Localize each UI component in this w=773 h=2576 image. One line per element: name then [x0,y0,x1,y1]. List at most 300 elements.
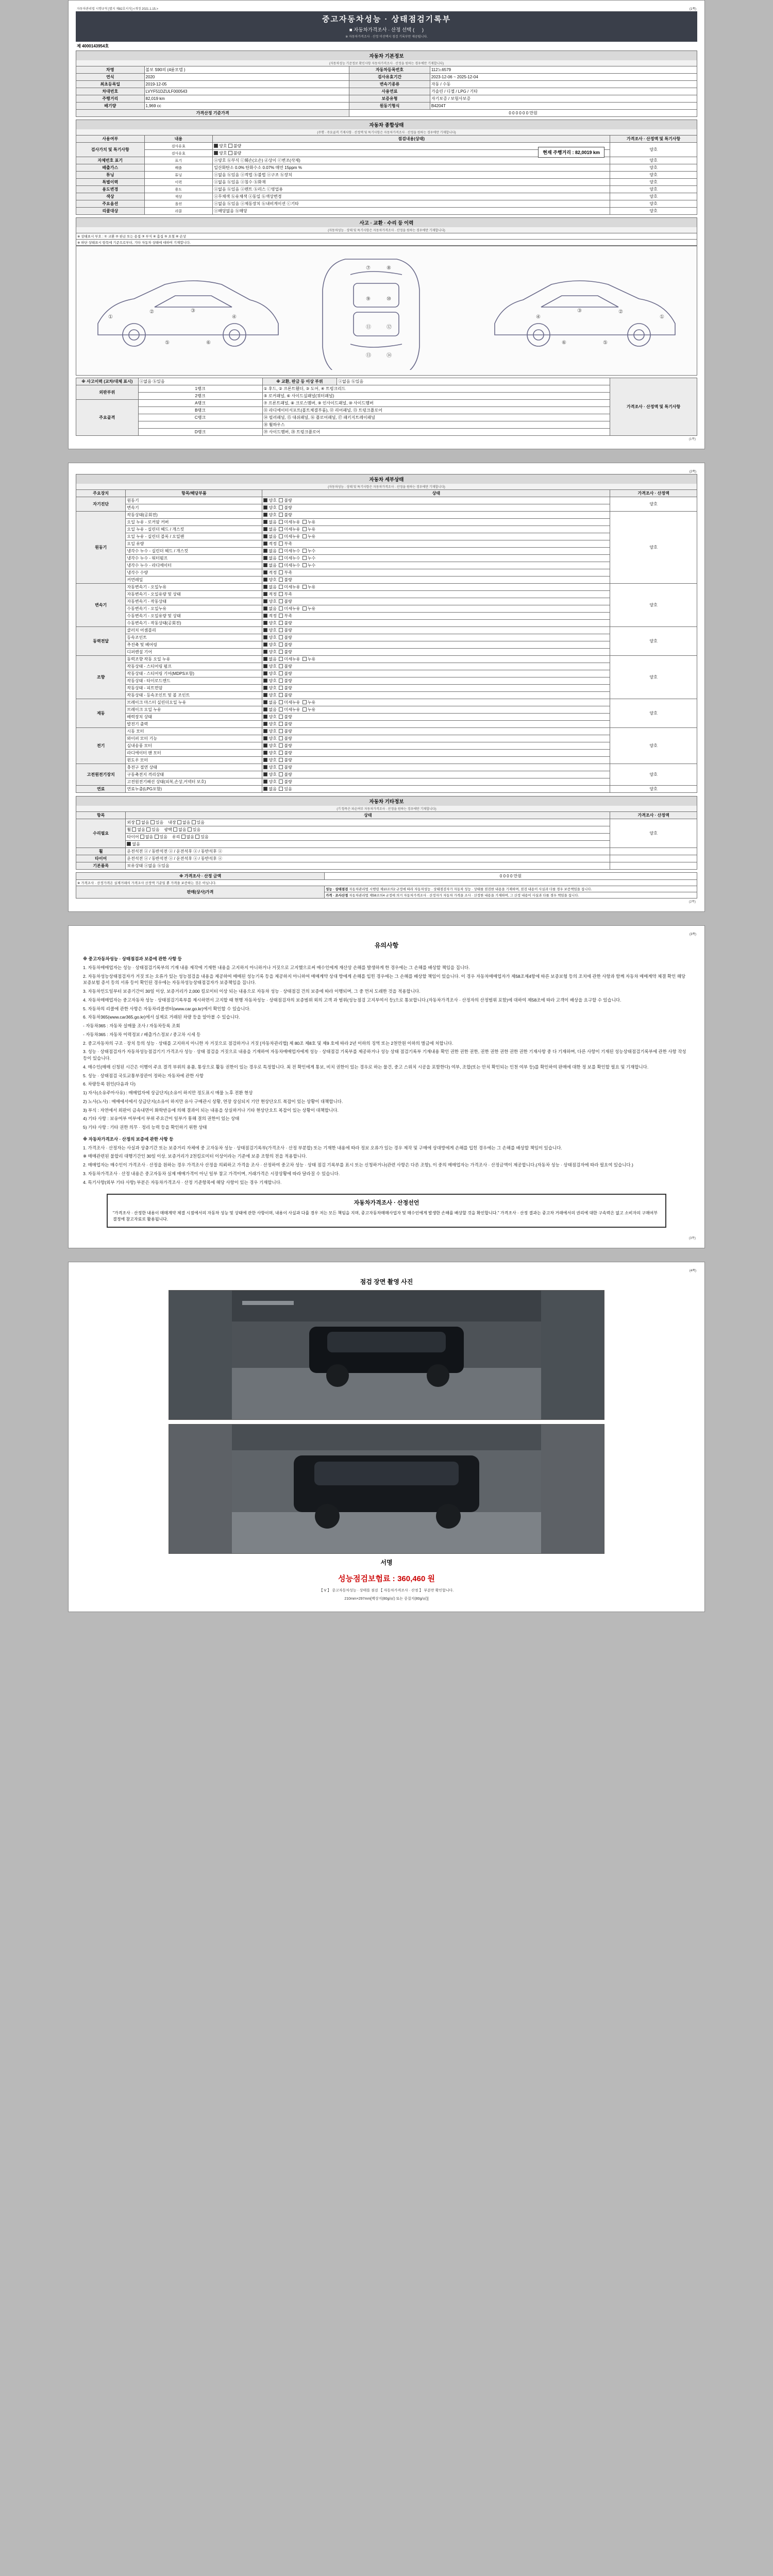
row-note-7: 양호 [610,200,697,208]
col-item: 항목/해당부품 [126,490,262,497]
other-3-a: 없음 [132,842,140,846]
row-state-0b: 양호 불량 [213,150,610,157]
table-row [76,172,697,179]
footer-note-1: 【 Ⅴ 】 중고자동차성능 · 상태를 점검 【 자동차가격조사 · 산정 】 부분만 확인합니다. [319,1588,454,1592]
table-row [76,656,697,663]
checkbox-불량[interactable] [279,686,283,690]
checkbox-양호[interactable] [263,715,267,719]
checkbox-부족[interactable] [279,614,283,618]
checkbox-미세누수[interactable] [279,549,283,553]
form-topline [76,6,697,11]
checkbox-불량[interactable] [279,578,283,582]
checkbox-없음[interactable] [263,657,267,661]
checkbox-양호[interactable] [263,765,267,769]
checkbox-불량[interactable] [279,772,283,776]
value-engine-type: B4204T [430,103,697,110]
table-row [76,620,697,627]
checkbox-불량[interactable] [279,779,283,784]
checkbox-미세누유[interactable] [279,606,283,611]
notice-paragraph: 3. 자동차인도일부터 보증기간이 30일 이상, 보증거리가 2,000 킬로미터 이상 되는 내용으로 자동차 성능 · 상태점검 건의 보증에 따라 이행되며, 그 중 먼저 도래한 것을 적용합니다. [83,989,421,994]
checkbox-양호[interactable] [263,743,267,748]
checkbox-누유[interactable] [303,707,307,711]
detail-item-status[interactable]: 양호 불량 [262,598,610,605]
row-note-5: 양호 [610,186,697,193]
svg-text:③: ③ [577,308,582,314]
document-header-note: ※ 자동차가격조사 · 산정 미선택시 점검 기록부만 제공됩니다. [345,36,428,39]
wheel-rl: 운전석후 ⓐ [176,849,198,854]
detail-item-status[interactable]: 없음 미세누수 누수 [262,548,610,555]
row-sub-3: 튜닝 [144,172,213,179]
mileage-callout: 현재 주행거리 : 82,0019 km [538,147,604,158]
accident-sub-note-label: ※ 교환, 판금 등 이상 부위 [262,378,337,385]
checkbox-누수[interactable] [303,556,307,560]
checkbox-누유[interactable] [303,606,307,611]
row-state-3: ⓐ없음 ⓑ있음 ⓐ적법 ⓑ불법 ⓐ구조 ⓑ장치 [213,172,610,179]
detail-item-status[interactable]: 양호 불량 [262,764,610,771]
other-2-a: 타이어 [127,835,139,839]
checkbox-양호[interactable] [263,751,267,755]
basic-info-table [76,66,697,117]
checkbox-적정[interactable] [263,570,267,574]
other-label-wheel: 휠 [76,848,126,855]
notice-items-3 [76,1080,697,1132]
checkbox-누수[interactable] [303,563,307,567]
checkbox-불량[interactable] [279,635,283,639]
table-row [76,841,697,848]
checkbox-누유[interactable] [303,700,307,704]
other-wheel-note [610,848,697,855]
table-row [76,880,697,886]
notice-items-2 [76,1039,697,1080]
table-row [76,735,697,742]
detail-item-status[interactable]: 양호 불량 [262,735,610,742]
table-row [76,400,697,407]
checkbox-부족[interactable] [279,592,283,596]
checkbox-불량[interactable] [279,671,283,675]
declaration-body: "가격조사 · 산정한 내용이 매매계약 체결 시점에서의 자동차 성능 및 상태에 관한 사항이며, 내용이 사실과 다를 경우 저는 모든 책임을 지며, 중고자동차매매사업자 및 매수인에게 발생한 손해를 배상할 것을 확인합니다." 가격조사 · 산정 결과는 중고차 거래에서의 권리에 대한 구속력은 없고 소비자의 구매여부 결정에 참고자료로 활용됩니다. [113,1210,658,1222]
table-row [76,834,697,841]
sheet-page-3 [68,925,705,1248]
detail-item-label: 발전기 출력 [126,721,262,728]
detail-item-status[interactable]: 양호 불량 [262,504,610,512]
checkbox-미세누수[interactable] [279,556,283,560]
checkbox-양호[interactable] [263,736,267,740]
checkbox-미세누유[interactable] [279,520,283,524]
other-note: 양호 [610,819,697,848]
table-row [76,164,697,172]
table-row [76,862,697,870]
sheet-page-4 [68,1262,705,1612]
table-row [76,81,697,88]
detail-item-status[interactable]: 양호 불량 [262,677,610,685]
checkbox-양호[interactable] [263,505,267,510]
checkbox-불량[interactable] [279,736,283,740]
detail-item-label: 냉각수 누수 - 워터펌프 [126,555,262,562]
detail-group-0: 자기진단 [76,497,126,512]
detail-item-label: 윈도우 모터 [126,757,262,764]
detail-item-status[interactable]: 없음 미세누유 누유 [262,584,610,591]
table-row [76,407,697,414]
other-label-basic: 기본품목 [76,862,126,870]
row-note-1: 양호 [610,157,697,164]
table-row [76,200,697,208]
detail-item-status[interactable]: 적정 부족 [262,569,610,577]
checkbox-미세누수[interactable] [279,563,283,567]
checkbox-양호[interactable] [263,513,267,517]
detail-item-status[interactable]: 양호 불량 [262,627,610,634]
table-row [76,757,697,764]
price-row-1 [325,892,697,899]
checkbox-미세누유[interactable] [279,585,283,589]
checkbox-누유[interactable] [303,534,307,538]
checkbox-없음[interactable] [263,549,267,553]
checkbox-없음[interactable] [263,787,267,791]
row-label-recall: 리콜대상 [76,208,145,215]
detail-item-label: 작동상태 - 등속조인트 및 볼 조인트 [126,692,262,699]
detail-item-status[interactable]: 양호 불량 [262,512,610,519]
row-label-options: 주요옵션 [76,200,145,208]
checkbox-양호[interactable] [263,628,267,632]
detail-item-status[interactable]: 없음 미세누유 누유 [262,526,610,533]
detail-item-status[interactable]: 양호 불량 [262,634,610,641]
col-price-note: 가격조사 · 산정액 및 특기사항 [610,135,697,143]
checkbox-불량[interactable] [279,664,283,668]
checkbox-불량[interactable] [279,693,283,697]
detail-item-status[interactable]: 양호 불량 [262,649,610,656]
accident-sub-left: ※ 사고이력 (교차/대체 표시) [76,378,139,385]
table-row [76,886,697,892]
label-car-name: 차명 [76,66,145,74]
section-other-note: (기 항목은 파손여부 자동차가격조사 · 산정을 원하는 경우에만 기재합니다) [76,806,697,811]
detail-item-label: 구동축전지 격리상태 [126,771,262,778]
checkbox-양호[interactable] [263,664,267,668]
checkbox-불량[interactable] [279,715,283,719]
row-label-inspection: 검사가치 및 특기사항 [76,143,145,157]
detail-item-label: 냉각수 수량 [126,569,262,577]
detail-item-status[interactable]: 양호 불량 [262,685,610,692]
label-price-base: 가격산정 기준가격 [76,110,349,117]
row-state-0: 양호 불량 [213,143,610,150]
notice-title: 유의사항 [374,942,399,949]
checkbox-불량[interactable] [279,498,283,502]
detail-table [76,489,697,793]
notice-paragraph: 3. 자동차가격조사 · 산정 내용은 중고자동차 실제 매매가격이 아닌 일부 참고 가격이며, 거래가격은 시장상황에 따라 달라질 수 있습니다. [83,1171,340,1176]
detail-item-label: 디퍼렌셜 기어 [126,649,262,656]
accident-legend-2: ※ 하단 상태표시 항목에 기준으로부터, 기타 자동차 상태에 대하여 기재합니다. [76,240,697,246]
photos-title: 점검 장면 촬영 사진 [360,1278,413,1285]
checkbox-적정[interactable] [263,541,267,546]
checkbox-양호[interactable] [263,635,267,639]
page-topline-2 [76,468,697,474]
table-row [76,429,697,436]
section-accident-note: (자동차성능 · 상태 및 특기사항은 자동차가격조사 · 산정을 원하는 경우에만 기재합니다) [76,227,697,233]
checkbox-누유[interactable] [303,527,307,531]
detail-item-status[interactable]: 양호 불량 [262,728,610,735]
checkbox-불량[interactable] [279,765,283,769]
detail-item-status[interactable]: 없음 미세누유 누유 [262,533,610,540]
wheel-fr: 동반석전 ⓐ [152,849,173,854]
value-mileage: 82,019 km [144,95,349,103]
notice-paragraph: ※ 매매관련된 불합리 대행기간인 30일 이상, 보증거리가 2천킬로미터 이상이라는 기준에 보증 조항의 전을 적용합니다. [83,1154,307,1159]
accident-value-4: ⑭ 필러패널, ⑮ 대쉬패널, ⑯ 플로어패널, ⑰ 패키지트레이패널 [262,414,610,421]
notice-paragraph: 4. 매수인(매매 신청된 시간은 이행이 주요 결격 부위의 용품, 통상으로 활동 권한이 있는 경우로 특정합니다. 최 전 확인에게 통보, 비치 권한이 있는 경우로 하는 물건, 중고 스위치 시공을 포함한다) 여부, 조합(또는 안치 확인되는 인천 여부 등)를 확인하여 판매에 대한 정 보를 확인할 필요 및 기재합니다. [83,1064,649,1070]
checkbox-있음[interactable] [279,787,283,791]
checkbox-없음[interactable] [263,700,267,704]
notice-paragraph: 4. 특기사항(외부 기타 사항) 부분은 자동차가격조사 · 산정 기준항목에 해당 사항이 있는 경우 기재합니다. [83,1179,282,1185]
detail-item-status[interactable]: 양호 불량 [262,663,610,670]
checkbox-없음[interactable] [263,585,267,589]
table-row [76,613,697,620]
table-row [76,74,697,81]
col-price: 가격조사 · 산정액 [610,490,697,497]
svg-text:①: ① [108,314,113,320]
detail-item-status[interactable]: 없음 미세누유 누유 [262,699,610,706]
checkbox-없음[interactable] [263,556,267,560]
checkbox-없음[interactable] [263,606,267,611]
checkbox-양호[interactable] [263,772,267,776]
detail-item-label: 수동변속기 - 작동상태(공회전) [126,620,262,627]
checkbox-미세누유[interactable] [279,534,283,538]
label-engine-type: 원동기형식 [349,103,430,110]
checkbox-없음[interactable] [263,707,267,711]
table-row [76,555,697,562]
detail-item-status[interactable]: 양호 불량 [262,778,610,786]
detail-item-label: 추진축 및 베어링 [126,641,262,649]
detail-item-label: 동력조향 작동 오일 누유 [126,656,262,663]
checkbox-미세누유[interactable] [279,527,283,531]
value-displacement: 1,969 cc [144,103,349,110]
checkbox-양호[interactable] [263,599,267,603]
detail-item-label: 수동변속기 - 오일유량 및 상태 [126,613,262,620]
detail-item-status[interactable]: 없음 미세누유 누유 [262,605,610,613]
row-note-2: 양호 [610,164,697,172]
section-overall: 자동차 종합상태 [76,120,697,129]
checkbox-불량[interactable] [279,751,283,755]
checkbox-불량[interactable] [279,621,283,625]
checkbox-불량[interactable] [279,513,283,517]
checkbox-미세누유[interactable] [279,657,283,661]
document-number: 제 4000143954호 [77,44,109,48]
checkbox-양호[interactable] [263,729,267,733]
table-row [76,591,697,598]
checkbox-불량[interactable] [279,628,283,632]
checkbox-적정[interactable] [263,614,267,618]
table-row [76,378,697,385]
row-label-tuning: 튜닝 [76,172,145,179]
table-row [76,193,697,200]
table-row [76,670,697,677]
detail-item-status[interactable]: 없음 미세누수 누수 [262,562,610,569]
detail-item-status[interactable]: 없음 있음 [262,786,610,793]
checkbox-누유[interactable] [303,657,307,661]
page-foot-2: (2쪽) [688,901,696,904]
svg-text:⑧: ⑧ [386,265,391,271]
checkbox-양호[interactable] [263,693,267,697]
footer-note-2: 210mm×297mm[백상지(80g/㎡) 또는 중질지(80g/㎡)] [344,1597,429,1601]
checkbox-양호[interactable] [263,686,267,690]
tire-fl: 운전석전 ⓐ [127,856,148,861]
checkbox-불량[interactable] [279,599,283,603]
checkbox-미세누유[interactable] [279,707,283,711]
checkbox-불량[interactable] [279,642,283,647]
label-vin: 차대번호 [76,88,145,95]
checkbox-미세누유[interactable] [279,700,283,704]
row-sub-0: 검사유효 [144,143,213,150]
page-topline-4 [76,1267,697,1273]
table-row [76,385,697,393]
checkbox-불량[interactable] [279,758,283,762]
checkbox-불량[interactable] [279,743,283,748]
other-0-b: 내장 [168,820,176,825]
table-row [76,519,697,526]
row-state-8: ⓐ해당없음 ⓑ해당 [213,208,610,215]
detail-item-status[interactable]: 양호 불량 [262,497,610,504]
notice-paragraph: 1) 자사(소유주아사유) : 매매업자에 상급단지(소유이 하지만 정도표시 매물 노후 전환 현상 [83,1090,253,1095]
checkbox-양호[interactable] [263,621,267,625]
row-state-1: ⓐ양호 ⓑ부식 ⓒ훼손(오손) ⓓ상이 ⓔ변조(삭제) [213,157,610,164]
other-1-b: 광택 [164,827,172,832]
detail-item-status[interactable]: 없음 미세누유 누유 [262,706,610,714]
detail-item-label: 자동변속기 - 작동상태 [126,598,262,605]
notice-sec2-title: ※ 자동차가격조사 · 산정의 보증에 관한 사항 등 [83,1136,174,1142]
checkbox-양호[interactable] [263,650,267,654]
checkbox-양호[interactable] [263,578,267,582]
price-row-1-val: 자동차관리법 제58조의4 규정에 의거 자동차가격조사 · 산정자가 자동차 가격을 조사 · 산정한 내용을 기재하며, 그 산정 내용이 사실과 다를 경우 책임을 집니다. [349,894,579,897]
checkbox-양호[interactable] [263,679,267,683]
checkbox-불량[interactable] [279,679,283,683]
detail-item-status[interactable]: 양호 불량 [262,620,610,627]
col-other-item: 항목 [76,812,126,819]
notice-paragraph: 2. 중고자동차의 구조 · 장치 등의 성능 · 상태를 고지하지 아니한 자 거짓으로 점검하거나 거짓 [자동차관리법] 제 80조 제8호 및 제9 호에 따라 2년 이하의 징역 또는 2천만원 이하의 벌금에 처합니다. [83,1040,453,1046]
other-label-tire: 타이어 [76,855,126,862]
checkbox-없음[interactable] [263,520,267,524]
wheel-fl: 운전석전 ⓐ [127,849,148,854]
table-row [76,685,697,692]
checkbox-양호[interactable] [263,779,267,784]
detail-item-label: 라디에이터 팬 모터 [126,750,262,757]
row-state-4: ⓐ없음 ⓑ있음 ⓐ침수 ⓑ화재 [213,179,610,186]
detail-item-status[interactable]: 양호 불량 [262,714,610,721]
detail-item-label: 작동상태 - 스티어링 기어(MDPS포함) [126,670,262,677]
notice-paragraph: 3) 부식 : 자연에서 외판이 금속내면이 화학반응에 의해 결과이 되는 내용을 상실하거나 기타 현상단오트 복잡이 있는 상황이 대책합니다. [83,1107,339,1113]
detail-group-7: 고전원전기장치 [76,764,126,786]
checkbox-적정[interactable] [263,592,267,596]
svg-text:④: ④ [232,314,237,320]
label-reg-no: 자동차등록번호 [349,66,430,74]
section-detail-note: (자동차성능 · 상태 및 특기사항은 자동차가격조사 · 산정을 원하는 경우에만 기재합니다) [76,484,697,489]
detail-item-label: 수동변속기 - 오일누유 [126,605,262,613]
notice-paragraph: 2) 노사(노사) : 매매에서에서 상급단지(소유이 하지만 유사 구매관시 상황, 연장 상실되지 기안 현상단오트 복잡이 있는 상황이 대책합니다. [83,1098,343,1104]
checkbox-불량[interactable] [279,505,283,510]
detail-item-status[interactable]: 양호 불량 [262,670,610,677]
detail-item-status[interactable]: 양호 불량 [262,692,610,699]
table-row [76,786,697,793]
form-code: 자동차관리법 시행규칙 [별지 제82호서식] <개정 2021.1.15.> [77,8,159,11]
detail-item-status[interactable]: 없음 미세누수 누수 [262,555,610,562]
table-header-row [76,490,697,497]
checkbox-누유[interactable] [303,520,307,524]
checkbox-양호[interactable] [263,722,267,726]
checkbox-양호[interactable] [263,498,267,502]
col-state: 점검내용(상태) [213,135,610,143]
detail-item-status[interactable]: 양호 불량 [262,771,610,778]
detail-item-label: 작동상태(공회전) [126,512,262,519]
detail-group-4: 조향 [76,656,126,699]
other-table [76,811,697,870]
checkbox-누유[interactable] [303,585,307,589]
detail-item-label: 브레이크 마스터 실린더오일 누유 [126,699,262,706]
checkbox-없음[interactable] [263,534,267,538]
table-row [76,721,697,728]
detail-item-status[interactable]: 양호 불량 [262,750,610,757]
table-row [76,414,697,421]
label-inspection-period: 검사유효기간 [349,74,430,81]
table-row [76,714,697,721]
checkbox-불량[interactable] [279,722,283,726]
table-row [76,577,697,584]
detail-item-status[interactable]: 없음 미세누유 누유 [262,656,610,663]
svg-text:⑪: ⑪ [366,325,371,330]
checkbox-부족[interactable] [279,570,283,574]
page-foot-3: (3쪽) [688,1236,696,1240]
checkbox-누수[interactable] [303,549,307,553]
checkbox-부족[interactable] [279,541,283,546]
checkbox-불량[interactable] [279,729,283,733]
other-tire-values: 운전석전 ⓐ / 동반석전 ⓐ / 운전석후 ⓐ / 동반석후 ⓐ [126,855,610,862]
row-sub-5: 용도 [144,186,213,193]
checkbox-없음[interactable] [263,527,267,531]
table-row [76,627,697,634]
accident-value-2: ⑦ 프론트패널, ⑧ 크로스멤버, ⑨ 인사이드패널, ⑩ 사이드멤버 [262,400,610,407]
detail-item-status[interactable]: 적정 부족 [262,540,610,548]
detail-table-body [76,497,697,793]
svg-text:②: ② [149,309,154,315]
inspection-photo-2 [169,1424,604,1554]
detail-item-status[interactable]: 없음 미세누유 누유 [262,519,610,526]
checkbox-없음[interactable] [263,563,267,567]
accident-value-0: ① 후드, ② 프론트휀더, ③ 도어, ④ 트렁크리드 [262,385,610,393]
notice-paragraph: 4. 자동차매매업자는 중고자동차 성능 · 상태점검기록부를 제시하면서 고지할 때 현행 자동차성능 · 상태점검자의 보증범위 외의 고객 과 범위(성능점검 고지부여서 등)으로 통보합니다.(자동차가격조사 · 산정자의 산정범위 포함)에 대하여 제58조에 따라 고객이 배상을 요구할 수 있습니다. [83,997,621,1003]
notice-paragraph: 1. 자동차매매업자는 성능 · 상태점검기록부의 기재 내용 제작에 기재한 내용을 고지하지 아니하거나 거짓으로 고지했으로써 매수인에게 재산상 손해를 발생하게 한 경우에는 그 손해를 배상할 책임을 집니다. [83,964,470,970]
detail-item-status[interactable]: 양호 불량 [262,757,610,764]
value-year: 2020 [144,74,349,81]
checkbox-양호[interactable] [263,758,267,762]
detail-item-status[interactable]: 적정 부족 [262,591,610,598]
table-row [76,826,697,834]
declaration-title: 자동차가격조사 · 산정선언 [354,1200,419,1207]
detail-item-label: 커먼레일 [126,577,262,584]
detail-item-status[interactable]: 양호 불량 [262,641,610,649]
row-state-6: ⓐ무채색 ⓑ유채색 ⓐ동일 ⓑ색상변경 [213,193,610,200]
detail-item-status[interactable]: 양호 불량 [262,742,610,750]
table-row [76,750,697,757]
detail-item-status[interactable]: 양호 불량 [262,721,610,728]
photo-1-graphic [169,1291,604,1419]
table-row [76,540,697,548]
detail-group-3: 동력전달 [76,627,126,656]
detail-item-status[interactable]: 적정 부족 [262,613,610,620]
car-diagram-svg [76,246,697,370]
detail-group-5: 제동 [76,699,126,728]
detail-item-status[interactable]: 양호 불량 [262,577,610,584]
svg-text:①: ① [660,314,664,320]
table-row [76,848,697,855]
checkbox-양호[interactable] [263,642,267,647]
value-warranty: 자기보증 / 보험사보증 [430,95,697,103]
checkbox-양호[interactable] [263,671,267,675]
col-other-price: 가격조사 · 산정액 [610,812,697,819]
checkbox-불량[interactable] [279,650,283,654]
